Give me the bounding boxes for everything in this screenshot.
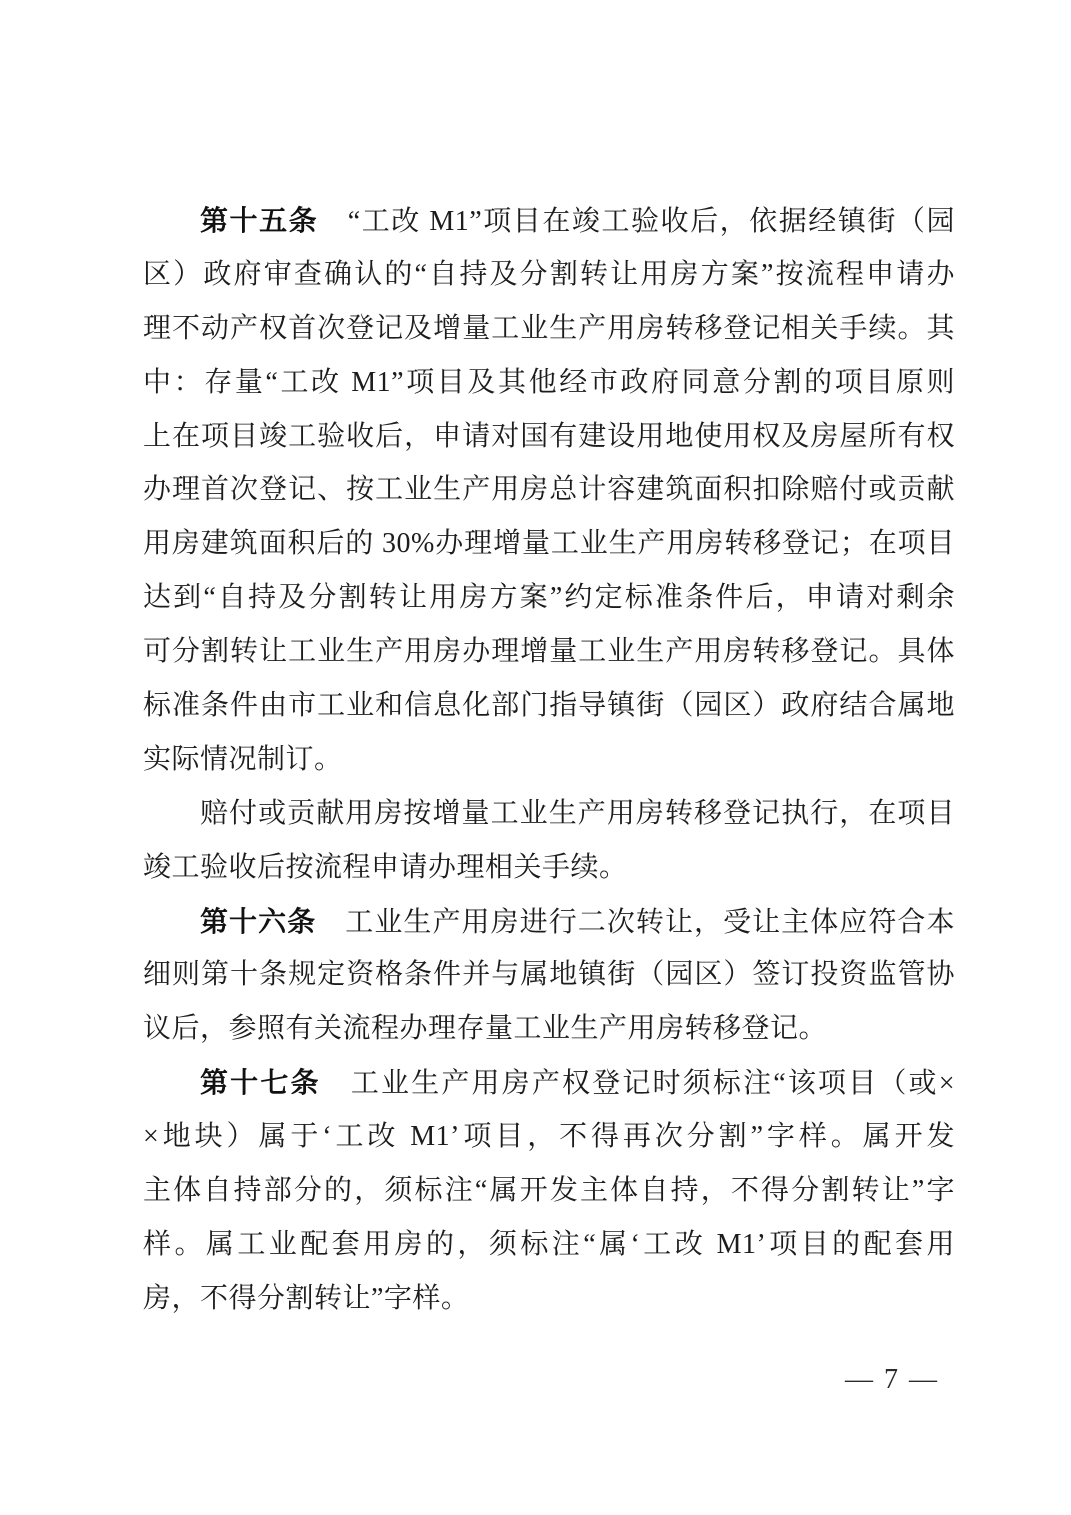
line-text: 工业生产用房进行二次转让，受让主体应符合本	[316, 906, 955, 938]
text-line	[143, 625, 955, 679]
line-text: 房，不得分割转让”字样。	[143, 1282, 470, 1314]
text-line	[143, 1110, 955, 1164]
article-15	[143, 194, 955, 787]
text-line	[143, 571, 955, 625]
page-number: — 7 —	[845, 1364, 939, 1395]
line-text: 办理首次登记、按工业生产用房总计容建筑面积扣除赔付或贡献	[143, 474, 955, 506]
line-text: “工改 M1”项目在竣工验收后，依据经镇街（园	[318, 206, 955, 237]
line-text: 标准条件由市工业和信息化部门指导镇街（园区）政府结合属地	[143, 690, 955, 722]
article-number: 第十五条	[200, 205, 319, 236]
line-text: 实际情况制订。	[143, 743, 343, 775]
document-body	[143, 194, 955, 1326]
text-line	[143, 1056, 955, 1110]
text-line	[143, 248, 955, 302]
text-line	[143, 302, 955, 356]
text-line	[143, 410, 955, 464]
line-text: 细则第十条规定资格条件并与属地镇街（园区）签订投资监管协	[143, 959, 955, 991]
text-line	[143, 787, 955, 841]
line-text: 区）政府审查确认的“自持及分割转让用房方案”按流程申请办	[143, 258, 955, 290]
line-text: 议后，参照有关流程办理存量工业生产用房转移登记。	[143, 1013, 828, 1045]
line-text: 可分割转让工业生产用房办理增量工业生产用房转移登记。具体	[143, 636, 955, 668]
line-text: 理不动产权首次登记及增量工业生产用房转移登记相关手续。其	[143, 312, 955, 344]
text-line	[143, 1002, 955, 1056]
text-line	[143, 356, 955, 410]
text-line	[143, 948, 955, 1002]
line-text: 赔付或贡献用房按增量工业生产用房转移登记执行，在项目	[200, 797, 955, 829]
article-number: 第十六条	[200, 905, 317, 937]
text-line	[143, 841, 955, 895]
page-footer	[845, 1363, 939, 1397]
text-line	[143, 733, 955, 787]
text-line	[143, 463, 955, 517]
line-text: ×地块）属于‘工改 M1’项目，不得再次分割”字样。属开发	[143, 1121, 955, 1153]
line-text: 主体自持部分的，须标注“属开发主体自持，不得分割转让”字	[143, 1175, 955, 1207]
article-16	[143, 895, 955, 1057]
text-line	[143, 517, 955, 571]
line-text: 竣工验收后按流程申请办理相关手续。	[143, 851, 628, 883]
line-text: 上在项目竣工验收后，申请对国有建设用地使用权及房屋所有权	[143, 420, 955, 452]
line-text: 达到“自持及分割转让用房方案”约定标准条件后，申请对剩余	[143, 582, 955, 614]
line-text: 用房建筑面积后的 30%办理增量工业生产用房转移登记；在项目	[143, 528, 955, 560]
line-text: 样。属工业配套用房的，须标注“属‘工改 M1’项目的配套用	[143, 1228, 955, 1260]
line-text: 工业生产用房产权登记时须标注“该项目（或×	[320, 1068, 955, 1100]
text-line	[143, 895, 955, 949]
text-line	[143, 1164, 955, 1218]
text-line	[143, 194, 955, 248]
article-17	[143, 1056, 955, 1325]
text-line	[143, 679, 955, 733]
text-line	[143, 1218, 955, 1272]
article-number: 第十七条	[200, 1067, 321, 1099]
paragraph-compensation-housing	[143, 787, 955, 895]
text-line	[143, 1272, 955, 1326]
line-text: 中：存量“工改 M1”项目及其他经市政府同意分割的项目原则	[143, 366, 955, 398]
